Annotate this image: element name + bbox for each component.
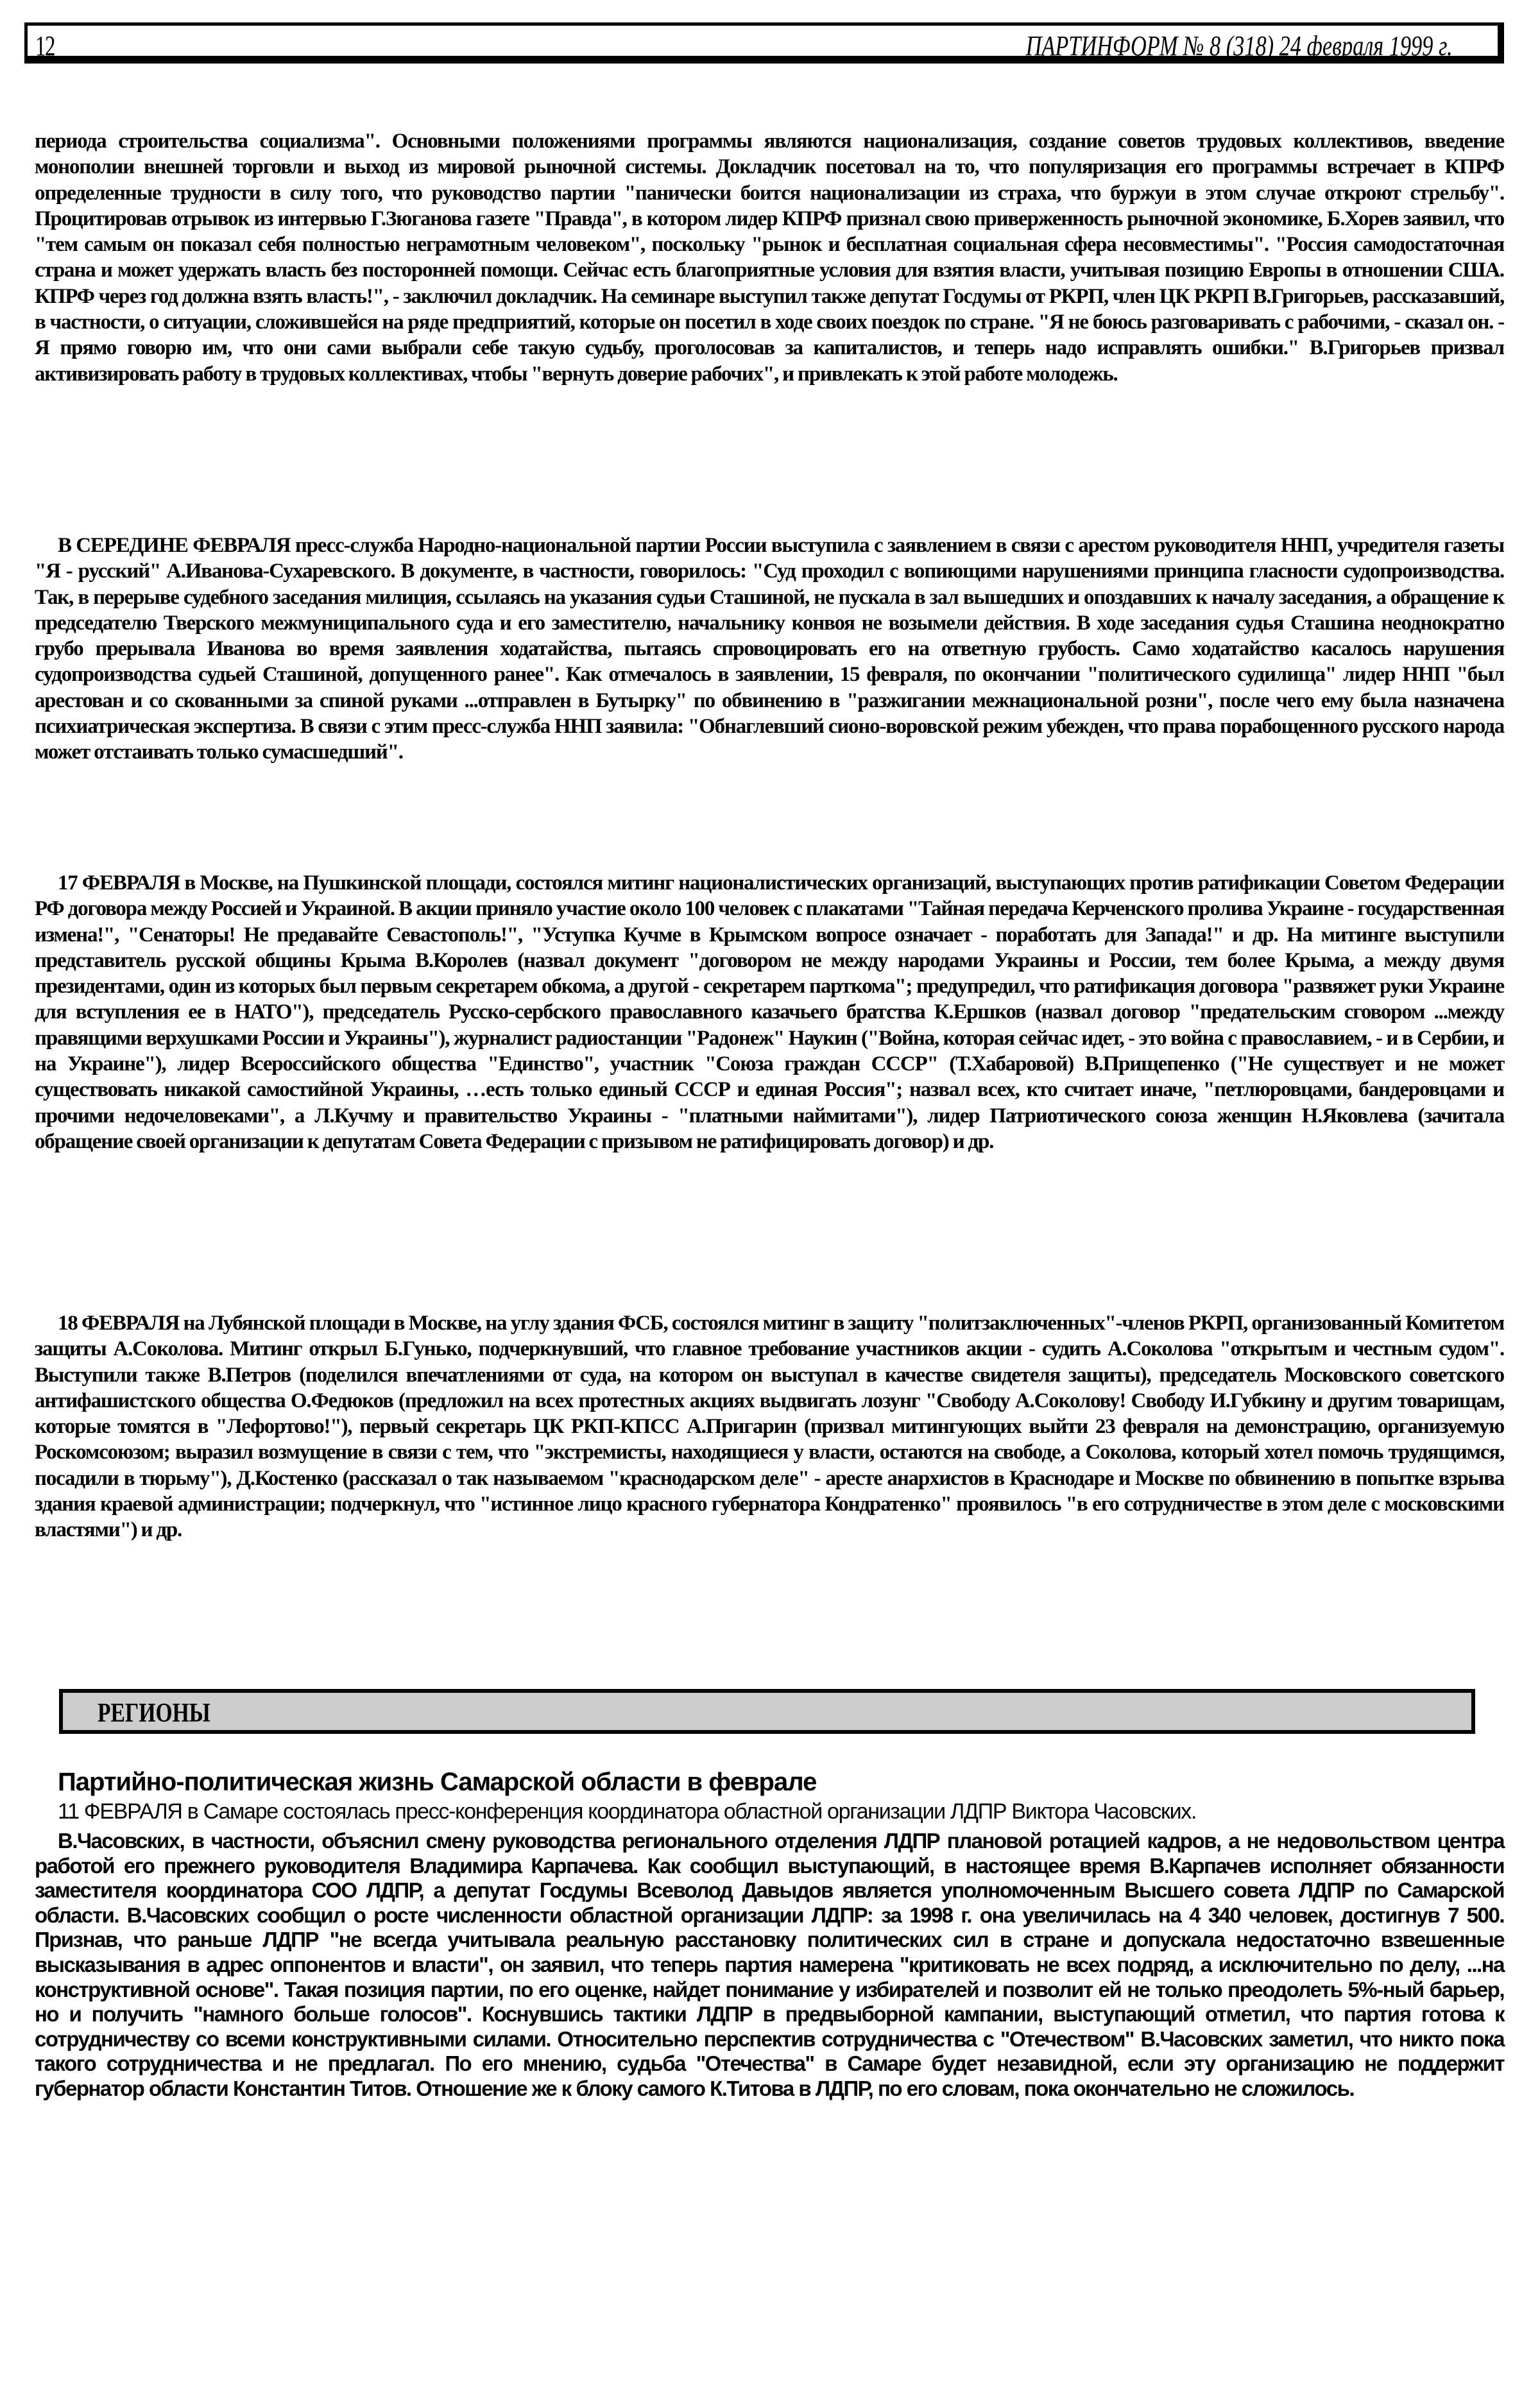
article-mid-february [35, 533, 1504, 766]
page-header [24, 22, 1504, 64]
regional-headline: Партийно-политическая жизнь Самарской области в феврале [58, 1768, 817, 1796]
regional-body: В.Часовских, в частности, объяснил смену руководства регионального отделения ЛДПР плановой ротацией кадров, а не недовольством центра работой его прежнего руководителя Владимира Карпачева. Как сообщил выступающий, в настоящее время В.Карпачев исполняет обязанности заместителя координатора СОО ЛДПР, а депутат Госдумы Всеволод Давыдов является уполномоченным Высшего совета ЛДПР по Самарской области. В.Часовских сообщил о росте численности областной организации ЛДПР: за 1998 г. она увеличилась на 4 340 человек, достигнув 7 500. Признав, что раньше ЛДПР "не всегда учитывала реальную расстановку политических сил в стране и допускала недостаточно взвешенные высказывания в адрес оппонентов и власти", он заявил, что теперь партия намерена "критиковать не всех подряд, а исключительно по делу, ...на конструктивной основе". Такая позиция партии, по его оценке, найдет понимание у избирателей и позволит ей не только преодолеть 5%-ный барьер, но и получить "намного больше голосов". Коснувшись тактики ЛДПР в предвыборной кампании, выступающий отметил, что партия готова к сотрудничеству со всеми конструктивными силами. Относительно перспектив сотрудничества с "Отечеством" В.Часовских заметил, что никто пока такого сотрудничества и не предлагал. По его мнению, судьба "Отечества" в Самаре будет незавидной, если эту организацию не поддержит губернатор области Константин Титов. Отношение же к блоку самого К.Титова в ЛДПР, по его словам, пока окончательно не сложилось. [35, 1829, 1504, 2100]
section-label: РЕГИОНЫ [98, 1699, 210, 1728]
article-lead: В СЕРЕДИНЕ ФЕВРАЛЯ [58, 534, 291, 557]
article-paragraph [35, 533, 1504, 766]
article-paragraph [35, 870, 1504, 1154]
article-lead: 17 ФЕВРАЛЯ [58, 871, 180, 895]
article-text: пресс-служба Народно-национальной партии России выступила с заявлением в связи с арестом руководителя ННП, учредителя газеты "Я - русский" А.Иванова-Сухаревского. В документе, в частности, говорилось: "Суд проходил с вопиющими нарушениями принципа гласности судопроизводства. Так, в перерыве судебного заседания милиция, ссылаясь на указания судьи Сташиной, не пускала в зал вышедших и опоздавших к началу заседания, а обращение к председателю Тверского межмуниципального суда и его заместителю, начальнику конвоя не возымели действия. В ходе заседания судья Сташина неоднократно грубо прерывала Иванова во время заявления ходатайства, пытаясь спровоцировать его на ответную грубость. Само ходатайство касалось нарушения судопроизводства судьей Сташиной, допущенного ранее". Как отмечалось в заявлении, 15 февраля, по окончании "политического судилища" лидер ННП "был арестован и со скованными за спиной руками ...отправлен в Бутырку" по обвинению в "разжигании межнациональной розни", после чего ему была назначена психиатрическая экспертиза. В связи с этим пресс-служба ННП заявила: "Обнаглевший сионо-воровской режим убежден, что права порабощенного русского народа может отстаивать только сумасшедший". [35, 534, 1504, 764]
article-feb-17 [35, 870, 1504, 1154]
regional-article [35, 1766, 1504, 2102]
masthead: ПАРТИНФОРМ № 8 (318) 24 февраля 1999 г. [1025, 30, 1453, 62]
article-continued [35, 128, 1504, 387]
article-lead: 18 ФЕВРАЛЯ [58, 1312, 180, 1335]
article-text: на Лубянской площади в Москве, на углу здания ФСБ, состоялся митинг в защиту "политзаключенных"-членов РКРП, организованный Комитетом защиты А.Соколова. Митинг открыл Б.Гунько, подчеркнувший, что главное требование участников акции - судить А.Соколова "открытым и честным судом". Выступили также В.Петров (поделился впечатлениями от суда, на котором он выступал в качестве свидетеля защиты), председатель Московского советского антифашистского общества О.Федюков (предложил на всех протестных акциях выдвигать лозунг "Свободу А.Соколову! Свободу И.Губкину и другим товарищам, которые томятся в "Лефортово!"), первый секретарь ЦК РКП-КПСС А.Пригарин (призвал митингующих выйти 23 февраля на демонстрацию, организуемую Роскомсоюзом; выразил возмущение в связи с тем, что "экстремисты, находящиеся у власти, остаются на свободе, а Соколова, который хотел помочь трудящимся, посадили в тюрьму"), Д.Костенко (рассказал о так называемом "краснодарском деле" - аресте анархистов в Краснодаре и Москве по обвинению в попытке взрыва здания краевой администрации; подчеркнул, что "истинное лицо красного губернатора Кондратенко" проявилось "в его сотрудничестве в этом деле с московскими властями") и др. [35, 1312, 1504, 1542]
page-number: 12 [35, 30, 55, 62]
article-feb-18 [35, 1310, 1504, 1543]
regional-intro: 11 ФЕВРАЛЯ в Самаре состоялась пресс-конференция координатора областной организации ЛДПР Виктора Часовских. [58, 1799, 1197, 1824]
section-header-regions [59, 1689, 1475, 1734]
article-text: в Москве, на Пушкинской площади, состоялся митинг националистических организаций, выступающих против ратификации Советом Федерации РФ договора между Россией и Украиной. В акции приняло участие около 100 человек с плакатами "Тайная передача Керченского пролива Украине - государственная измена!", "Сенаторы! Не предавайте Севастополь!", "Уступка Кучме в Крымском вопросе означает - поработать для Запада!" и др. На митинге выступили представитель русской общины Крыма В.Королев (назвал документ "договором не между народами Украины и России, тем более Крыма, а между двумя президентами, один из которых был первым секретарем обкома, а другой - секретарем парткома"; предупредил, что ратификация договора "развяжет руки Украине для вступления ее в НАТО"), председатель Русско-сербского православного казачьего братства К.Ершков (назвал договор "предательским сговором ...между правящими верхушками России и Украины"), журналист радиостанции "Радонеж" Наукин ("Война, которая сейчас идет, - это война с православием, - и в Сербии, и на Украине"), лидер Всероссийского общества "Единство", участник "Союза граждан СССР" (Т.Хабаровой) В.Прищепенко ("Не существует и не может существовать никакой самостийной Украины, …есть только единый СССР и единая Россия"; назвал всех, кто считает иначе, "петлюровцами, бандеровцами и прочими недочеловеками", а Л.Кучму и правительство Украины - "платными наймитами"), лидер Патриотического союза женщин Н.Яковлева (зачитала обращение своей организации к депутатам Совета Федерации с призывом не ратифицировать договор) и др. [35, 871, 1504, 1153]
article-paragraph [35, 1310, 1504, 1543]
article-text: периода строительства социализма". Основными положениями программы являются национализация, создание советов трудовых коллективов, введение монополии внешней торговли и выход из мировой рыночной системы. Докладчик посетовал на то, что популяризация его программы встречает в КПРФ определенные трудности в силу того, что руководство партии "панически боится национализации из страха, что буржуи в этом случае откроют стрельбу". Процитировав отрывок из интервью Г.Зюганова газете "Правда", в котором лидер КПРФ признал свою приверженность рыночной экономике, Б.Хорев заявил, что "тем самым он показал себя полностью неграмотным человеком", поскольку "рынок и бесплатная социальная сфера несовместимы". "Россия самодостаточная страна и может удержать власть без посторонней помощи. Сейчас есть благоприятные условия для взятия власти, учитывая позицию Европы в отношении США. КПРФ через год должна взять власть!", - заключил докладчик. На семинаре выступил также депутат Госдумы от РКРП, член ЦК РКРП В.Григорьев, рассказавший, в частности, о ситуации, сложившейся на ряде предприятий, которые он посетил в ходе своих поездок по стране. "Я не боюсь разговаривать с рабочими, - сказал он. - Я прямо говорю им, что они сами выбрали себе такую судьбу, проголосовав за капиталистов, и теперь надо исправлять ошибки." В.Григорьев призвал активизировать работу в трудовых коллективах, чтобы "вернуть доверие рабочих", и привлекать к этой работе молодежь. [35, 130, 1504, 386]
